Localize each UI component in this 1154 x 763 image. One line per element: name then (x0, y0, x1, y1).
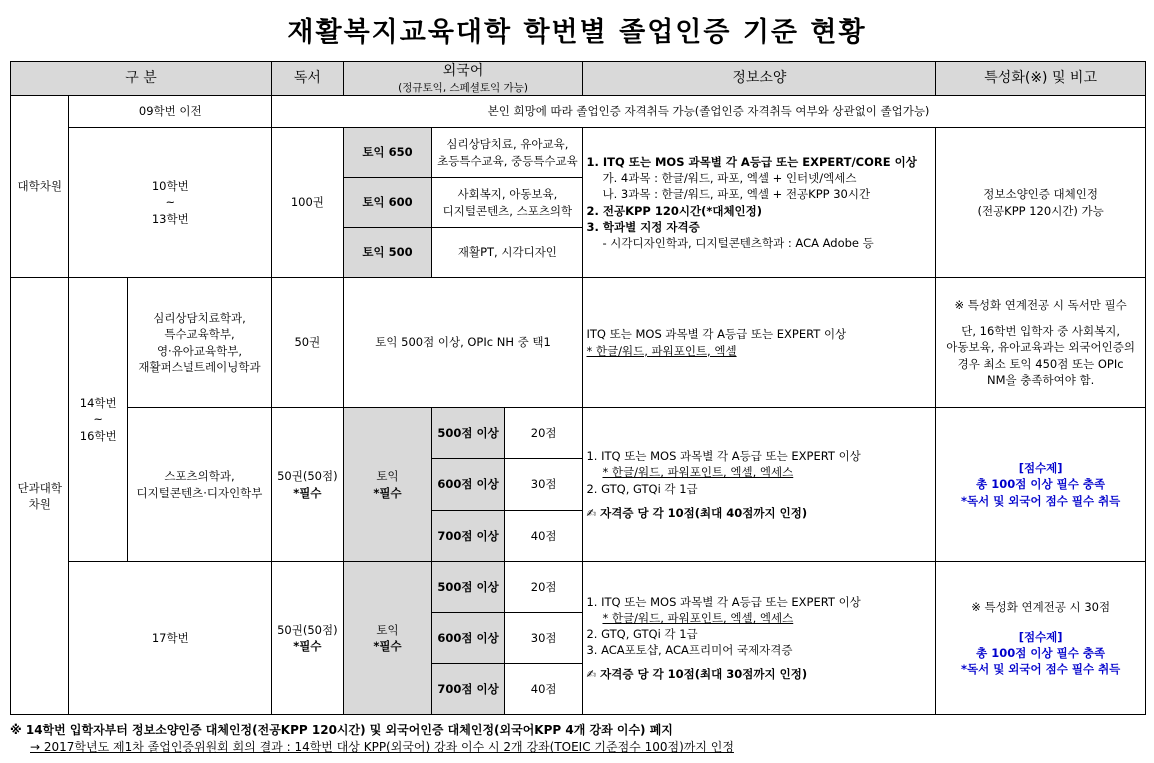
special-line: 총 100점 이상 필수 충족 (976, 477, 1106, 492)
info-line: * 한글/워드, 파워포인트, 엑셀, 엑세스 (602, 465, 794, 480)
spacer (939, 313, 1142, 323)
spacer (586, 497, 932, 505)
special-line: 경우 최소 토익 450점 또는 OPIc (957, 356, 1124, 371)
info-line: - 시각디자인학과, 디지털콘텐츠학과 : ACA Adobe 등 (602, 235, 874, 250)
dept-line: 디지털콘텐츠, 스포츠의학 (442, 203, 573, 218)
grp2-info (583, 408, 936, 562)
row-14-group1 (11, 278, 1146, 408)
special-line: (전공KPP 120시간) 가능 (977, 203, 1104, 218)
grp2-level-600: 600점 이상 (432, 459, 505, 511)
row-17-500 (11, 562, 1146, 613)
grp1-depts (127, 278, 271, 408)
dept-line: 초등특수교육, 중등특수교육 (437, 153, 578, 168)
dept-line: 스포츠의학과, (164, 469, 235, 484)
row-17-label: 17학번 (69, 562, 272, 715)
row17-pts-600: 30점 (504, 613, 583, 664)
college-level-cell: 대학차원 (11, 96, 69, 278)
hakbun-start: 14학번 (79, 396, 117, 411)
dept-level-cell (11, 278, 69, 715)
row-10-13 (11, 128, 1146, 178)
row17-pts-700: 40점 (504, 664, 583, 715)
grp1-reading: 50권 (272, 278, 344, 408)
dept-line: 특수교육학부, (164, 327, 235, 342)
row-17-special (936, 562, 1146, 715)
hakbun-tilde: ~ (165, 195, 176, 210)
spacer (939, 615, 1142, 629)
toeic-required: *필수 (373, 639, 402, 653)
toeic-score-600: 토익 600 (343, 178, 432, 228)
page-title: 재활복지교육대학 학번별 졸업인증 기준 현황 (287, 17, 867, 48)
dept-level-line: 단과대학 (17, 480, 62, 495)
grp2-toeic (343, 408, 432, 562)
graduation-criteria-table (10, 61, 1146, 715)
row17-pts-500: 20점 (504, 562, 583, 613)
grp2-pts-700: 40점 (504, 511, 583, 562)
hakbun-end: 13학번 (151, 211, 189, 226)
dept-line: 재활퍼스널트레이닝학과 (138, 359, 261, 374)
grp1-foreign: 토익 500점 이상, OPIc NH 중 택1 (343, 278, 583, 408)
toeic-label: 토익 (376, 469, 399, 484)
row17-level-500: 500점 이상 (432, 562, 505, 613)
row-17-toeic (343, 562, 432, 715)
footnotes (10, 722, 1146, 757)
row-14-hakbun (69, 278, 127, 562)
special-line: [점수제] (1018, 629, 1063, 644)
header-foreign-sub: (정규토익, 스페셜토익 가능) (398, 82, 528, 94)
info-line: 2. GTQ, GTQi 각 1급 (586, 481, 698, 496)
row-09 (11, 96, 1146, 128)
header-special: 특성화(※) 및 비고 (936, 62, 1146, 96)
info-line: 가. 4과목 : 한글/워드, 파포, 엑셀 + 인터넷/엑세스 (602, 171, 857, 186)
grp2-level-700: 700점 이상 (432, 511, 505, 562)
row-09-label: 09학번 이전 (69, 96, 272, 128)
row-17-info (583, 562, 936, 715)
toeic-label: 토익 (376, 622, 399, 637)
row-14-group2-500 (11, 408, 1146, 459)
special-line: 정보소양인증 대체인정 (983, 187, 1098, 202)
hakbun-end: 16학번 (79, 428, 117, 443)
info-line: 1. ITQ 또는 MOS 과목별 각 A등급 또는 EXPERT 이상 (586, 449, 861, 464)
toeic-depts-600 (432, 178, 583, 228)
row-10-hakbun (69, 128, 272, 278)
toeic-depts-500: 재활PT, 시각디자인 (432, 228, 583, 278)
info-line: 2. GTQ, GTQi 각 1급 (586, 626, 698, 641)
toeic-score-650: 토익 650 (343, 128, 432, 178)
dept-line: 영·유아교육학부, (156, 343, 243, 358)
dept-line: 심리상담치료, 유아교육, (446, 137, 569, 152)
grp1-info (583, 278, 936, 408)
reading-required: *필수 (293, 639, 322, 653)
info-line: 2. 전공KPP 120시간(*대체인정) (586, 203, 763, 218)
hakbun-start: 10학번 (151, 179, 189, 194)
info-line: 3. ACA포토샵, ACA프리미어 국제자격증 (586, 643, 793, 658)
row17-level-700: 700점 이상 (432, 664, 505, 715)
special-line: [점수제] (1018, 461, 1063, 476)
special-line: 단, 16학번 입학자 중 사회복지, (961, 324, 1121, 339)
special-line: ※ 특성화 연계전공 시 독서만 필수 (954, 298, 1127, 313)
header-foreign (343, 62, 583, 96)
special-line: *독서 및 외국어 점수 필수 취득 (960, 662, 1121, 677)
info-line: ITQ 또는 MOS 과목별 각 A등급 또는 EXPERT 이상 (586, 327, 847, 342)
hakbun-tilde: ~ (93, 412, 103, 427)
grp2-level-500: 500점 이상 (432, 408, 505, 459)
dept-line: 심리상담치료학과, (153, 311, 246, 326)
footnote-2: → 2017학년도 제1차 졸업인증위원회 회의 결과 : 14학번 대상 KPP(외국어) 강좌 이수 시 2개 강좌(TOEIC 기준점수 100점)까지 인정 (30, 740, 734, 755)
toeic-required: *필수 (373, 485, 402, 500)
header-info: 정보소양 (583, 62, 936, 96)
header-category: 구 분 (11, 62, 272, 96)
special-line: 아동보육, 유아교육과는 외국어인증의 (946, 340, 1135, 355)
grp2-depts (127, 408, 271, 562)
grp1-special (936, 278, 1146, 408)
dept-line: 사회복지, 아동보육, (457, 187, 558, 202)
info-line: 1. ITQ 또는 MOS 과목별 각 A등급 또는 EXPERT 이상 (586, 594, 861, 609)
special-line: ※ 특성화 연계전공 시 30점 (971, 599, 1111, 614)
row17-level-600: 600점 이상 (432, 613, 505, 664)
row-17-reading (272, 562, 344, 715)
grp2-special (936, 408, 1146, 562)
info-line: * 한글/워드, 파워포인트, 엑셀 (586, 343, 737, 358)
info-line: ✍ 자격증 당 각 10점(최대 30점까지 인정) (586, 667, 808, 682)
special-line: *독서 및 외국어 점수 필수 취득 (960, 493, 1121, 508)
row-09-text: 본인 희망에 따라 졸업인증 자격취득 가능(졸업인증 자격취득 여부와 상관없이 졸업가능) (272, 96, 1146, 128)
info-line: 나. 3과목 : 한글/워드, 파포, 엑셀 + 전공KPP 30시간 (602, 187, 871, 202)
grp2-pts-500: 20점 (504, 408, 583, 459)
dept-level-line: 차원 (28, 497, 51, 511)
special-line: 총 100점 이상 필수 충족 (976, 646, 1106, 660)
footnote-1: ※ 14학번 입학자부터 정보소양인증 대체인정(전공KPP 120시간) 및 외국어인증 대체인정(외국어KPP 4개 강좌 이수) 폐지 (10, 723, 673, 737)
grp2-pts-600: 30점 (504, 459, 583, 511)
dept-line: 디지털콘텐츠·디자인학부 (136, 485, 263, 500)
reading-line: 50권(50점) (277, 469, 338, 484)
row-10-reading: 100권 (272, 128, 344, 278)
special-line: NM을 충족하여야 함. (987, 372, 1095, 387)
row-10-info (583, 128, 936, 278)
info-line: 1. ITQ 또는 MOS 과목별 각 A등급 또는 EXPERT/CORE 이상 (586, 155, 917, 170)
info-line: * 한글/워드, 파워포인트, 엑셀, 엑세스 (602, 610, 794, 625)
reading-line: 50권(50점) (277, 622, 338, 637)
info-line: ✍ 자격증 당 각 10점(최대 40점까지 인정) (586, 505, 808, 520)
row-10-special (936, 128, 1146, 278)
spacer (586, 658, 932, 666)
info-line: 3. 학과별 지정 자격증 (586, 219, 700, 234)
toeic-depts-650 (432, 128, 583, 178)
toeic-score-500: 토익 500 (343, 228, 432, 278)
header-reading: 독서 (272, 62, 344, 96)
header-row (11, 62, 1146, 96)
header-foreign-label: 외국어 (442, 63, 484, 80)
reading-required: *필수 (293, 485, 322, 500)
grp2-reading (272, 408, 344, 562)
